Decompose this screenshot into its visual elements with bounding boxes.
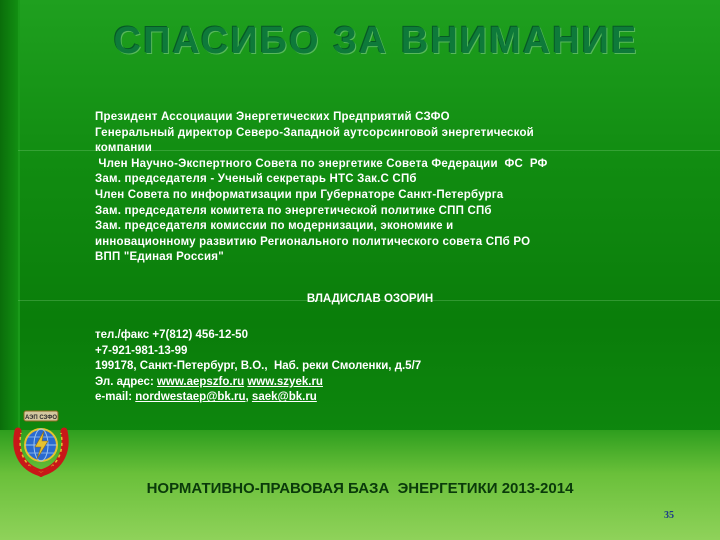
bio-line: ВПП "Единая Россия": [95, 251, 224, 264]
bio-line: Член Совета по информатизации при Губернаторе Санкт-Петербурга: [95, 188, 504, 201]
page-title: СПАСИБО ЗА ВНИМАНИЕ: [113, 20, 639, 62]
emblem-text: АЭП СЗФО: [24, 415, 58, 421]
web-link-aepszfo[interactable]: www.aepszfo.ru: [156, 375, 245, 388]
bio-block: [95, 110, 655, 266]
page-number: 35: [664, 510, 674, 521]
email-addresses: [95, 390, 615, 406]
association-emblem-icon: [10, 405, 72, 477]
bio-line: компании: [95, 142, 153, 155]
person-name: ВЛАДИСЛАВ ОЗОРИН: [306, 293, 434, 305]
email-link-saek[interactable]: saek@bk.ru: [251, 391, 317, 404]
bio-line: Член Научно-Экспертного Совета по энергетике Совета Федерации ФС РФ: [95, 157, 548, 170]
email-label: e-mail:: [95, 391, 136, 404]
web-addresses: [95, 375, 615, 391]
email-link-nordwestaep[interactable]: nordwestaep@bk.ru: [135, 391, 246, 404]
bio-line: Зам. председателя - Ученый секретарь НТС Зак.С СПб: [95, 173, 417, 186]
bio-line: Президент Ассоциации Энергетических Предприятий СЗФО: [95, 111, 450, 123]
footer-title: НОРМАТИВНО-ПРАВОВАЯ БАЗА ЭНЕРГЕТИКИ 2013-2014: [146, 480, 574, 497]
bio-line: Зам. председателя комиссии по модернизации, экономике и: [95, 220, 454, 233]
postal-address: 199178, Санкт-Петербург, В.О., Наб. реки Смоленки, д.5/7: [95, 360, 422, 373]
mobile-phone: +7-921-981-13-99: [95, 344, 188, 357]
bio-line: Генеральный директор Северо-Западной аутсорсинговой энергетической: [95, 126, 534, 139]
web-link-szyek[interactable]: www.szyek.ru: [247, 375, 323, 388]
contacts-block: [95, 328, 615, 406]
bio-line: Зам. председателя комитета по энергетической политике СПП СПб: [95, 204, 492, 217]
email-separator: ,: [245, 391, 252, 404]
web-label: Эл. адрес:: [95, 375, 157, 388]
phone-fax: тел./факс +7(812) 456-12-50: [95, 329, 248, 341]
bio-line: инновационному развитию Регионального политического совета СПб РО: [95, 235, 531, 248]
